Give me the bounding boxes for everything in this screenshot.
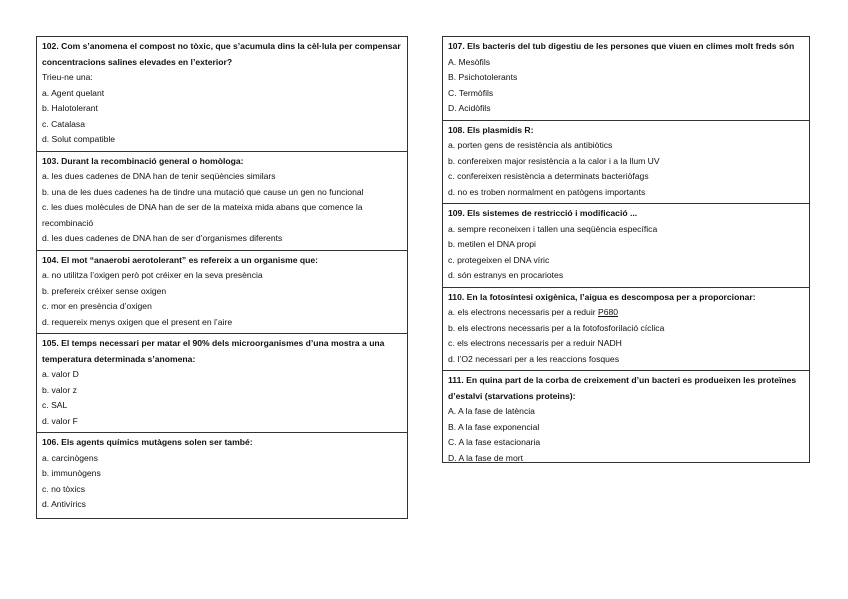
option-111-d: D. A la fase de mort	[448, 452, 523, 463]
question-108-text: 108. Els plasmidis R:	[448, 124, 534, 135]
question-110-text: 110. En la fotosíntesi oxigènica, l’aigua es descomposa per a proporcionar:	[448, 291, 756, 302]
option-108-a: a. porten gens de resistència als antibiòtics	[448, 140, 613, 150]
question-102	[37, 37, 407, 152]
option-103-a: a. les dues cadenes de DNA han de tenir seqüències similars	[42, 171, 276, 181]
question-107	[443, 37, 809, 121]
option-107-d: D. Acidòfils	[448, 103, 491, 113]
option-110-a	[448, 305, 804, 321]
option-103-b: b. una de les dues cadenes ha de tindre una mutació que cause un gen no funcional	[42, 186, 364, 197]
option-109-d: d. són estranys en procariotes	[448, 270, 564, 280]
option-110-a-prefix: a. els electrons necessaris per a reduir	[448, 307, 598, 317]
option-106-d: d. Antivírics	[42, 499, 86, 509]
option-111-b: B. A la fase exponencial	[448, 421, 540, 432]
option-108-d: d. no es troben normalment en patògens importants	[448, 186, 646, 197]
question-103-text: 103. Durant la recombinació general o homòloga:	[42, 155, 244, 166]
option-105-a: a. valor D	[42, 369, 79, 379]
option-105-b: b. valor z	[42, 384, 77, 395]
option-102-b: b. Halotolerant	[42, 103, 98, 113]
option-109-b: b. metilen el DNA propi	[448, 239, 536, 249]
question-111-text: 111. En quina part de la corba de creixement d’un bacteri es produeixen les proteïnes d’estalvi (starvations proteins):	[448, 375, 797, 401]
option-105-c: c. SAL	[42, 400, 68, 410]
question-106-text: 106. Els agents químics mutàgens solen ser també:	[42, 437, 253, 447]
question-104-text: 104. El mot “anaerobi aerotolerant” es refereix a un organisme que:	[42, 254, 319, 265]
option-104-b: b. prefereix créixer sense oxigen	[42, 285, 167, 296]
question-111	[443, 371, 809, 462]
question-105-text: 105. El temps necessari per matar el 90% dels microorganismes d’una mostra a una temperatura determinada s’anomena:	[42, 338, 385, 364]
question-109	[443, 204, 809, 288]
question-107-text: 107. Els bacteris del tub digestiu de les persones que viuen en climes molt freds són	[448, 41, 795, 51]
option-102-d: d. Solut compatible	[42, 134, 116, 144]
option-104-c: c. mor en presència d’oxigen	[42, 301, 152, 311]
option-111-c: C. A la fase estacionaria	[448, 437, 541, 447]
option-106-b: b. immunògens	[42, 468, 101, 478]
option-103-d: d. les dues cadenes de DNA han de ser d’organismes diferents	[42, 233, 283, 243]
option-108-c: c. confereixen resistència a determinats bacteriòfags	[448, 171, 649, 181]
option-103-c: c. les dues molècules de DNA han de ser de la mateixa mida abans que comence la recombinació	[42, 202, 363, 228]
option-106-a: a. carcinògens	[42, 452, 98, 463]
option-108-b: b. confereixen major resistència a la calor i a la llum UV	[448, 155, 660, 166]
question-102-text: 102. Com s’anomena el compost no tòxic, que s’acumula dins la cèl·lula per compensar concentracions salines elevades en l’exterior?	[42, 41, 401, 67]
option-102-c: c. Catalasa	[42, 118, 85, 129]
option-110-d: d. l’O2 necessari per a les reaccions fosques	[448, 353, 620, 364]
option-110-b: b. els electrons necessaris per a la fotofosforilació cíclica	[448, 322, 665, 333]
option-102-a: a. Agent quelant	[42, 87, 105, 98]
question-109-text: 109. Els sistemes de restricció i modificació ...	[448, 208, 638, 218]
question-104	[37, 251, 407, 335]
option-105-d: d. valor F	[42, 415, 78, 426]
question-110	[443, 288, 809, 372]
question-105	[37, 334, 407, 433]
option-109-c: c. protegeixen el DNA víric	[448, 254, 550, 265]
option-106-c: c. no tòxics	[42, 483, 85, 494]
question-108	[443, 121, 809, 205]
left-question-column	[36, 36, 408, 519]
p680-term: P680	[597, 307, 619, 317]
question-103	[37, 152, 407, 251]
option-104-a: a. no utilitza l’oxigen però pot créixer en la seva presència	[42, 270, 263, 280]
question-102-intro: Trieu-ne una:	[42, 72, 93, 82]
option-107-c: C. Termòfils	[448, 87, 494, 98]
option-104-d: d. requereix menys oxigen que el present en l’aire	[42, 316, 233, 327]
option-107-b: B. Psichotolerants	[448, 72, 518, 82]
option-111-a: A. A la fase de latència	[448, 406, 535, 416]
option-107-a: A. Mesòfils	[448, 56, 491, 67]
option-110-c: c. els electrons necessaris per a reduir NADH	[448, 338, 622, 348]
right-question-column	[442, 36, 810, 463]
question-106	[37, 433, 407, 518]
option-109-a: a. sempre reconeixen i tallen una seqüència específica	[448, 223, 658, 234]
